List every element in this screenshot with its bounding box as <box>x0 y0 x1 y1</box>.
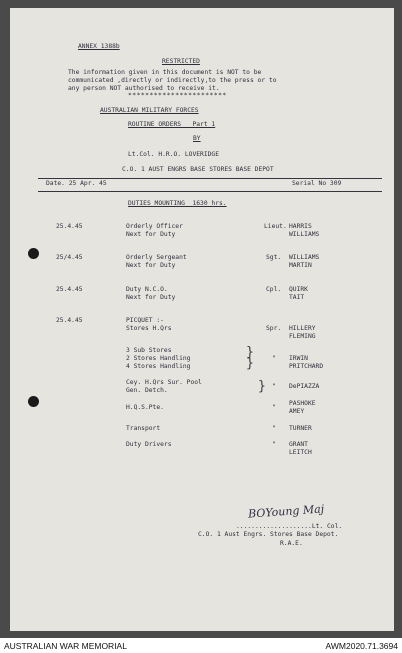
duty-title: 4 Stores Handling <box>126 363 191 370</box>
signature-line: ....................Lt. Col. <box>236 523 343 530</box>
footer-credit: AUSTRALIAN WAR MEMORIAL <box>4 641 127 651</box>
header-rule <box>38 178 382 179</box>
duty-name: TAIT <box>289 294 305 301</box>
duty-date: 25.4.45 <box>56 317 83 324</box>
duty-rank: " <box>272 441 276 448</box>
punch-hole <box>28 396 39 407</box>
document-page <box>10 8 394 631</box>
duty-title: Transport <box>126 425 161 432</box>
duty-name: WILLIAMS <box>289 254 320 261</box>
duty-title: Duty N.C.O. <box>126 286 168 293</box>
notice-line-3: any person NOT authorised to receive it. <box>68 85 220 92</box>
duty-rank: Sgt. <box>266 254 282 261</box>
duty-name: FLEMING <box>289 333 316 340</box>
duty-rank: " <box>272 404 276 411</box>
forces-heading: AUSTRALIAN MILITARY FORCES <box>100 107 199 114</box>
duty-rank: " <box>272 355 276 362</box>
signature-title: C.O. 1 Aust Engrs. Stores Base Depot. <box>198 531 339 538</box>
unit-name: C.O. 1 AUST ENGRS BASE STORES BASE DEPOT <box>122 166 274 173</box>
duty-name: DePIAZZA <box>289 383 320 390</box>
duty-name: IRWIN <box>289 355 308 362</box>
duty-title: Next for Duty <box>126 262 176 269</box>
duty-name: TURNER <box>289 425 312 432</box>
signature-corps: R.A.E. <box>280 540 303 547</box>
duty-title: 3 Sub Stores <box>126 347 172 354</box>
by-label: BY <box>193 135 201 142</box>
duty-rank: Spr. <box>266 325 282 332</box>
duty-title: 2 Stores Handling <box>126 355 191 362</box>
duty-name: LEITCH <box>289 449 312 456</box>
duty-title: Orderly Sergeant <box>126 254 187 261</box>
brace-mark: } <box>246 345 254 360</box>
brace-mark: } <box>246 356 254 371</box>
duty-date: 25.4.45 <box>56 286 83 293</box>
duty-rank: Cpl. <box>266 286 282 293</box>
officer-name: Lt.Col. H.R.O. LOVERIDGE <box>128 151 219 158</box>
duty-name: GRANT <box>289 441 308 448</box>
header-rule-lower <box>38 191 382 192</box>
duty-name: AMEY <box>289 408 305 415</box>
footer-accession-number: AWM2020.71.3694 <box>325 641 398 651</box>
dot-separator: *********************** <box>128 92 227 99</box>
duty-title: Duty Drivers <box>126 441 172 448</box>
section-heading: DUTIES MOUNTING 1630 hrs. <box>128 200 227 207</box>
duty-title: Orderly Officer <box>126 223 183 230</box>
brace-mark: } <box>258 379 266 394</box>
duty-name: QUIRK <box>289 286 308 293</box>
duty-rank: " <box>272 383 276 390</box>
duty-title: Next for Duty <box>126 231 176 238</box>
duty-title: PICQUET :- <box>126 317 164 324</box>
notice-line-2: communicated ,directly or indirectly,to the press or to <box>68 77 277 84</box>
punch-hole <box>28 248 39 259</box>
duty-title: Gen. Detch. <box>126 387 168 394</box>
duty-title: Stores H.Qrs <box>126 325 172 332</box>
duty-name: WILLIAMS <box>289 231 320 238</box>
duty-name: PRITCHARD <box>289 363 324 370</box>
annex-label: ANNEX 1388b <box>78 43 120 50</box>
duty-name: HILLERY <box>289 325 316 332</box>
notice-line-1: The information given in this document is NOT to be <box>68 69 262 76</box>
duty-rank: " <box>272 425 276 432</box>
duty-date: 25.4.45 <box>56 223 83 230</box>
duty-title: Cey. H.Qrs Sur. Pool <box>126 379 202 386</box>
restricted-label: RESTRICTED <box>162 58 200 65</box>
order-date: Date. 25 Apr. 45 <box>46 180 107 187</box>
duty-name: HARRIS <box>289 223 312 230</box>
orders-heading: ROUTINE ORDERS Part 1 <box>128 121 216 128</box>
duty-name: MARTIN <box>289 262 312 269</box>
duty-title: H.Q.S.Pte. <box>126 404 164 411</box>
duty-rank: Lieut. <box>264 223 287 230</box>
serial-number: Serial No 309 <box>292 180 342 187</box>
duty-date: 25/4.45 <box>56 254 83 261</box>
duty-name: PASHOKE <box>289 400 316 407</box>
handwritten-signature: BOYoung Maj <box>247 502 325 521</box>
duty-title: Next for Duty <box>126 294 176 301</box>
